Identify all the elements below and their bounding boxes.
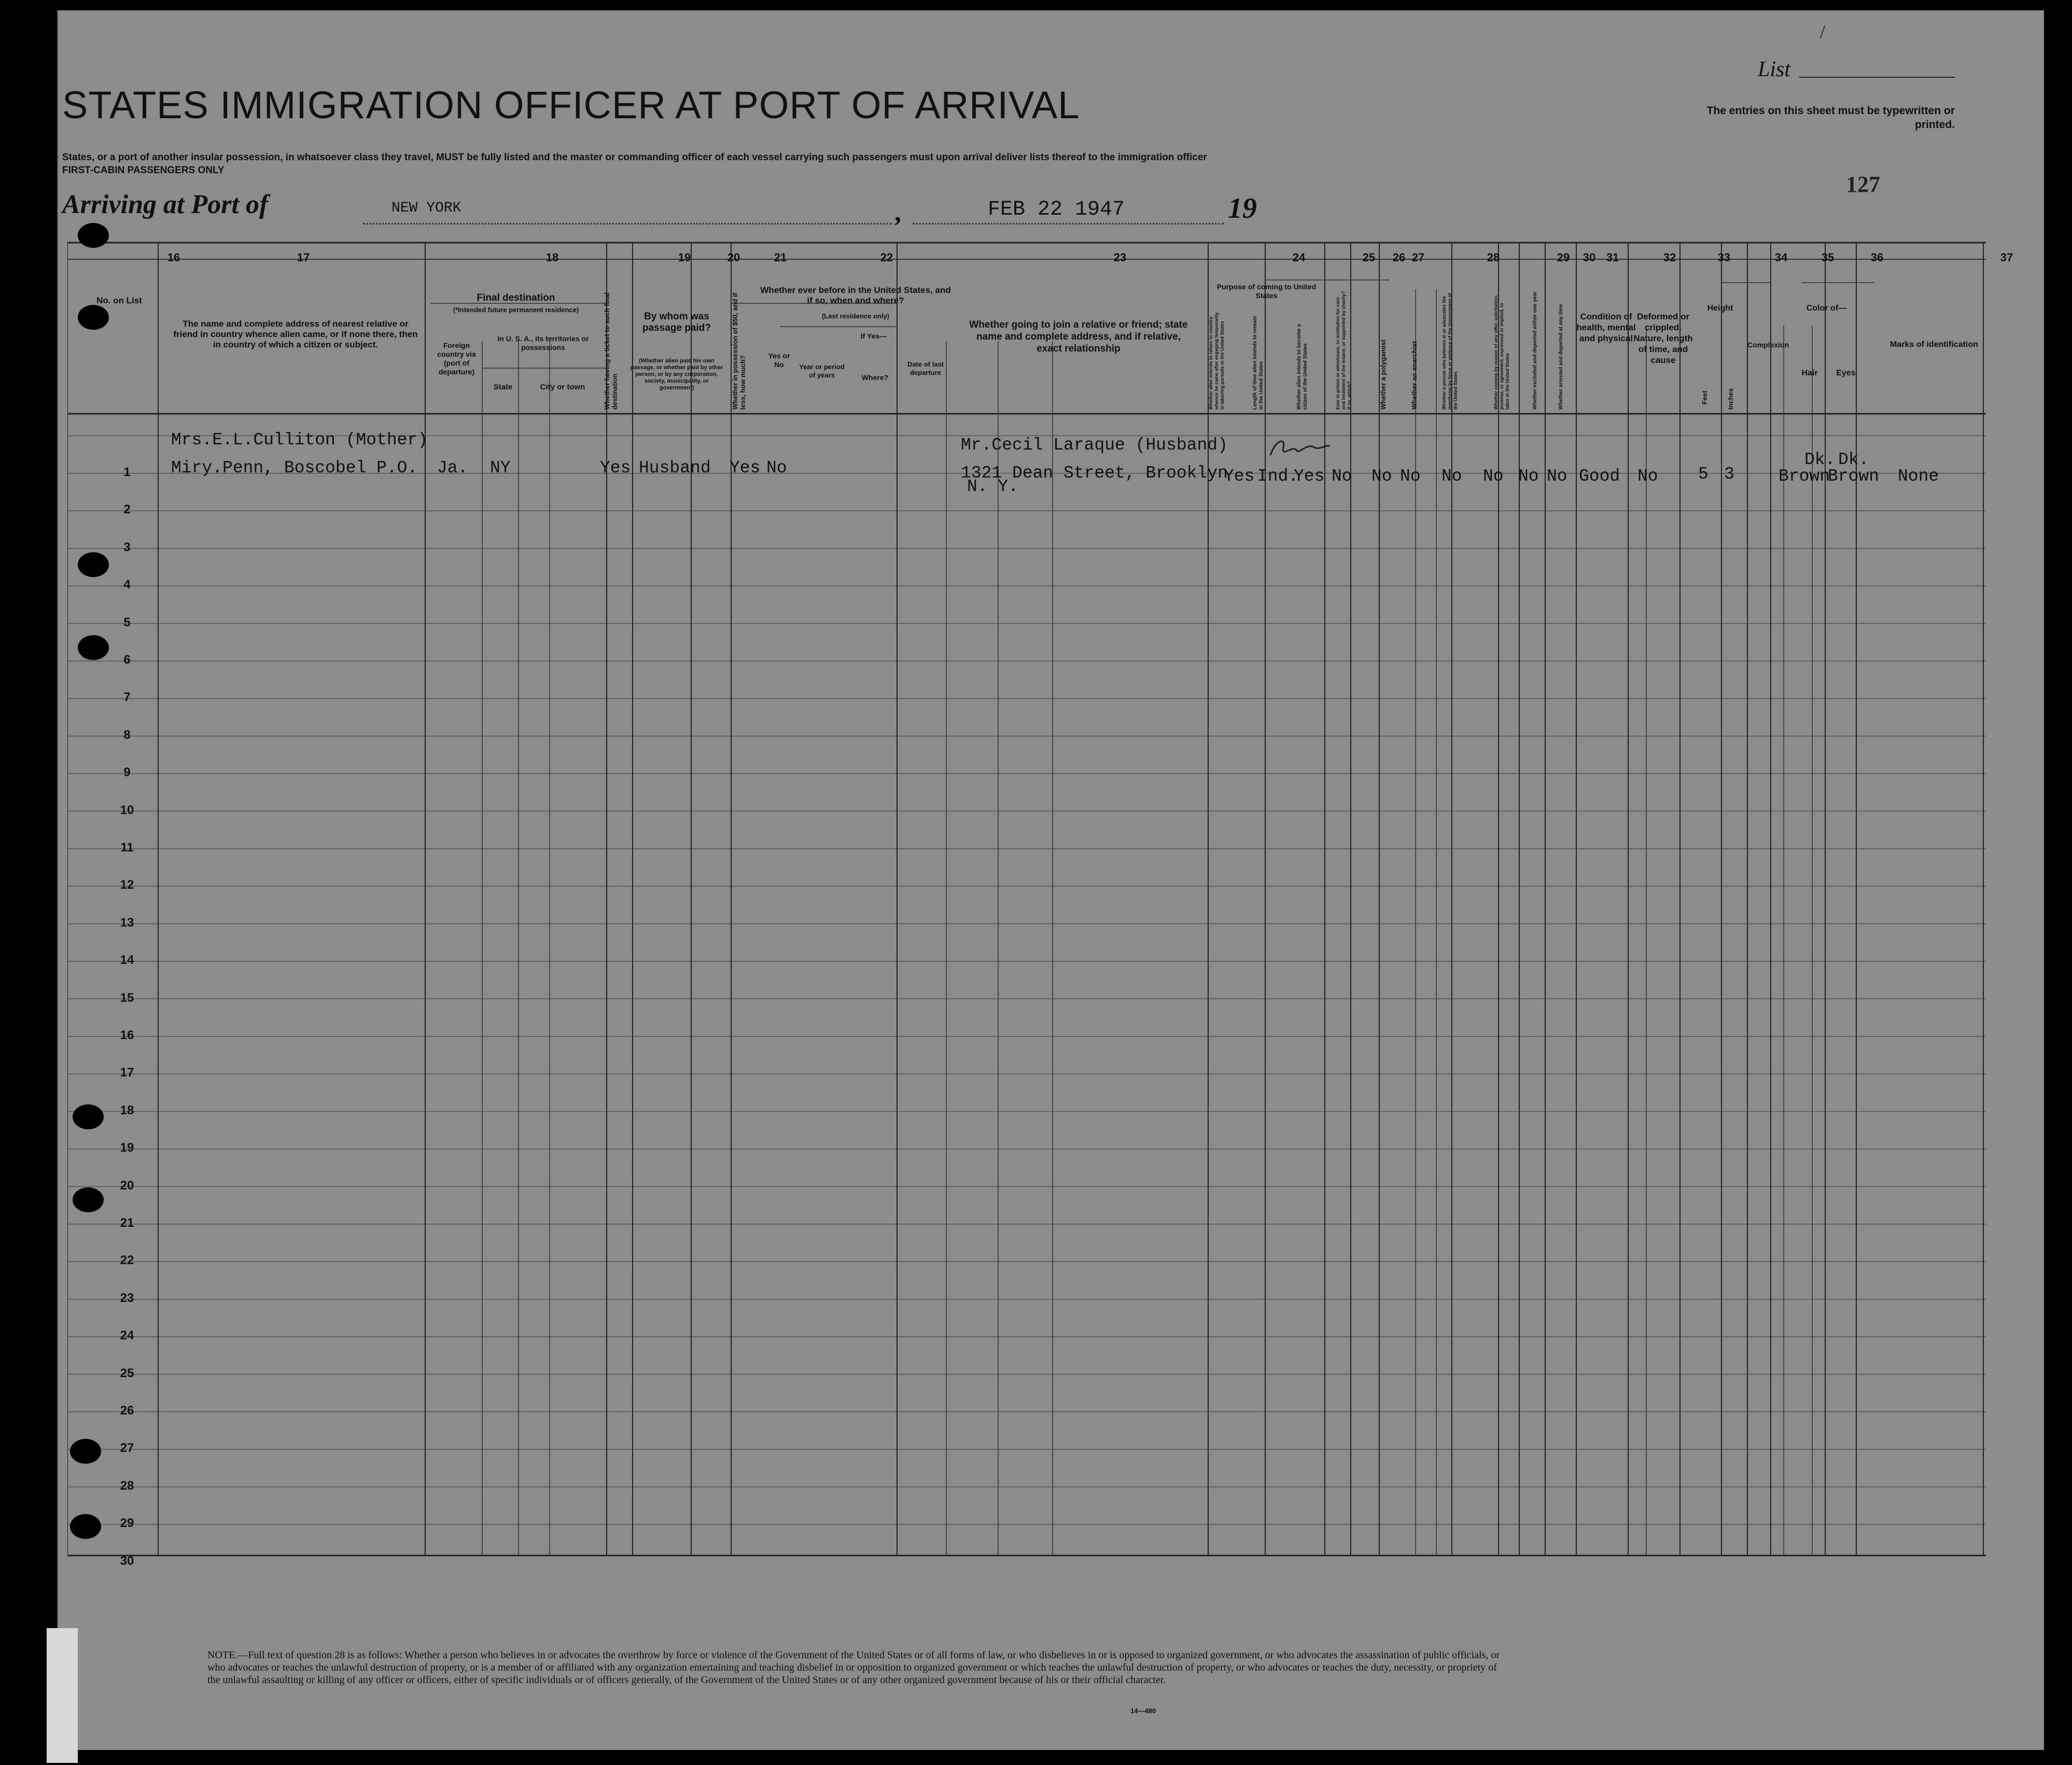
header-complexion: Complexion xyxy=(1747,341,1789,349)
row-number: 1 xyxy=(123,465,131,479)
row-number: 27 xyxy=(120,1441,134,1455)
column-number-35: 35 xyxy=(1821,251,1835,264)
entry-inches: 3 xyxy=(1724,465,1734,484)
header-state: State xyxy=(493,383,513,391)
entry-deformed: No xyxy=(1637,467,1658,486)
row-number: 10 xyxy=(120,803,134,817)
entry-before-in-us: No xyxy=(766,458,787,478)
header-inches: Inches xyxy=(1727,388,1734,410)
header-overthrow: Whether a person who believes in or advocates the overthrow by force or violence of the Government of the United States xyxy=(1441,293,1458,410)
column-number-28: 28 xyxy=(1487,251,1500,264)
header-deformed: Deformed or crippled. Nature, length of time, and cause xyxy=(1633,312,1693,365)
entry-marks: None xyxy=(1898,467,1939,486)
row-number: 26 xyxy=(120,1404,134,1418)
form-number: 14—480 xyxy=(1130,1707,1156,1715)
date-line xyxy=(913,223,1224,225)
header-where: Where? xyxy=(861,373,889,382)
header-before-in-us-note: (Last residence only) xyxy=(821,312,890,320)
header-city: City or town xyxy=(540,383,585,391)
entry-purpose-citizen: Yes xyxy=(1294,467,1325,486)
entry-purpose-length: Ind. xyxy=(1257,467,1299,486)
header-in-usa: In U. S. A., its territories or possessions xyxy=(497,334,589,352)
row-number: 9 xyxy=(123,765,131,780)
typewritten-notice: The entries on this sheet must be typewritten or printed. xyxy=(1706,105,1955,131)
subtitle-class: FIRST-CABIN PASSENGERS ONLY xyxy=(62,165,225,176)
row-number: 28 xyxy=(120,1478,134,1493)
header-final-destination-note: (*Intended future permanent residence) xyxy=(453,306,579,314)
header-height: Height xyxy=(1707,304,1733,313)
entry-hair-shade: Dk. xyxy=(1804,450,1836,469)
column-number-18: 18 xyxy=(545,251,559,264)
row-number: 3 xyxy=(123,540,131,554)
header-foreign-country: Foreign country via (port of departure) xyxy=(437,341,476,376)
year-prefix: 19 xyxy=(1228,192,1257,225)
row-number: 16 xyxy=(120,1028,134,1042)
footer-note: NOTE.—Full text of question 28 is as follows: Whether a person who believes in or advocates the overthrow by force or violence of the Government of the United States or of all forms of law, or who disbelieves in or is opposed to organized government, or who advocates the assassination of public officials, or who advocates or teaches the unlawful destruction of property, or is a member of or affiliated with any organization entertaining and teaching disbelief in or opposition to organized government or which teaches the unlawful destruction of property, or who advocates or teaches the duty, necessity, or propriety of the unlawful assaulting or killing of any officer or officers, either of specific individuals or of officers generally, of the Government of the United States or of any other organized government because of his or their official character. xyxy=(207,1649,1500,1686)
entry-health: Good xyxy=(1579,467,1620,486)
row-number: 22 xyxy=(120,1253,134,1268)
binder-hole xyxy=(78,635,109,660)
row-number: 18 xyxy=(120,1103,134,1117)
entry-join-city: N. Y. xyxy=(967,477,1019,496)
entry-arrested: No xyxy=(1547,467,1567,486)
column-number-31: 31 xyxy=(1606,251,1619,264)
subtitle-instructions: States, or a port of another insular possession, in whatsoever class they travel, MUST be fully listed and the master or commanding officer of each vessel carrying such passengers must upon arrival deliver lists thereof to the immigration officer xyxy=(62,152,1207,163)
row-number: 21 xyxy=(120,1216,134,1230)
entry-anarchist: No xyxy=(1400,467,1421,486)
header-hair: Hair xyxy=(1801,369,1818,377)
header-yes-or-no: Yes or No xyxy=(768,352,790,369)
entry-join-name: Mr.Cecil Laraque (Husband) xyxy=(961,436,1228,455)
page-title: STATES IMMIGRATION OFFICER AT PORT OF ARRIVAL xyxy=(62,83,1080,127)
comma-separator: , xyxy=(894,198,901,227)
header-eyes: Eyes xyxy=(1836,369,1856,377)
list-number-line xyxy=(1799,77,1955,78)
header-prison: Ever in prison or almshouse, or institution for care and treatment of the insane, or supported by charity? If so, which? xyxy=(1335,291,1352,410)
header-arrested: Whether arrested and deported at any time xyxy=(1558,304,1564,410)
port-value: NEW YORK xyxy=(391,200,461,216)
header-polygamist: Whether a polygamist xyxy=(1379,339,1387,410)
column-number-22: 22 xyxy=(880,251,893,264)
header-purpose-length: Length of time alien intends to remain in the United States xyxy=(1252,316,1264,410)
column-number-33: 33 xyxy=(1717,251,1731,264)
column-number-21: 21 xyxy=(774,251,787,264)
row-number: 14 xyxy=(120,953,134,968)
binder-hole xyxy=(73,1187,104,1212)
entry-feet: 5 xyxy=(1698,465,1709,484)
entry-state: NY xyxy=(490,458,511,478)
row-number: 25 xyxy=(120,1366,134,1380)
entry-foreign-country: Ja. xyxy=(437,458,468,478)
header-final-destination: Final destination xyxy=(477,292,555,303)
row-number: 12 xyxy=(120,878,134,892)
row-number: 7 xyxy=(123,690,131,705)
column-number-29: 29 xyxy=(1557,251,1570,264)
header-feet: Feet xyxy=(1701,390,1709,404)
header-purpose-return: Whether alien intends to return to country whence he came after engaging temporarily in laboring pursuits in the United States xyxy=(1208,312,1225,410)
column-number-17: 17 xyxy=(297,251,310,264)
row-number: 11 xyxy=(120,841,134,855)
binder-hole xyxy=(70,1439,101,1464)
header-passage-paid-note: (Whether alien paid his own passage, or whether paid by other person, or by any corporation, society, municipality, or government) xyxy=(630,358,723,391)
header-purpose: Purpose of coming to United States xyxy=(1216,283,1317,300)
entry-join-address: 1321 Dean Street, Brooklyn xyxy=(961,464,1228,483)
column-number-36: 36 xyxy=(1870,251,1884,264)
entry-overthrow: No xyxy=(1441,467,1462,486)
column-number-32: 32 xyxy=(1663,251,1676,264)
header-money: Whether in possession of $50, and if less, how much? xyxy=(731,292,747,410)
entry-paid-by: Husband xyxy=(639,458,711,478)
entry-labor-offer: No xyxy=(1483,467,1504,486)
entry-relative-address: Miry.Penn, Boscobel P.O. xyxy=(171,458,418,478)
header-marks: Marks of identification xyxy=(1890,340,1978,349)
row-number: 6 xyxy=(123,653,131,667)
header-ticket: Whether having a ticket to such final destination xyxy=(603,292,619,410)
column-number-30: 30 xyxy=(1583,251,1596,264)
entry-hair-color: Brown xyxy=(1779,467,1830,486)
header-if-yes: If Yes— xyxy=(860,332,887,340)
header-purpose-citizen: Whether alien intends to become a citizen of the United States xyxy=(1296,324,1308,410)
entry-money: Yes xyxy=(730,458,761,478)
header-health: Condition of health, mental and physical xyxy=(1576,312,1636,343)
column-number-34: 34 xyxy=(1774,251,1788,264)
header-nearest-relative: The name and complete address of nearest relative or friend in country whence alien came, or if none there, then in country of which a citizen or subject. xyxy=(173,319,418,349)
binder-hole xyxy=(78,552,109,577)
header-excluded: Whether excluded and deported within one year xyxy=(1532,291,1538,410)
row-number: 29 xyxy=(120,1516,134,1531)
paper-stub xyxy=(47,1628,78,1763)
row-number: 30 xyxy=(120,1553,134,1568)
row-number: 8 xyxy=(123,727,131,742)
column-number-26: 26 xyxy=(1392,251,1406,264)
arriving-label: Arriving at Port of xyxy=(62,190,269,219)
list-top-mark: / xyxy=(1820,21,1826,42)
entry-ticket: Yes xyxy=(600,458,631,478)
column-number-24: 24 xyxy=(1292,251,1306,264)
port-line xyxy=(363,223,892,225)
binder-hole xyxy=(78,305,109,330)
header-year-period: Year or period of years xyxy=(799,363,845,379)
row-number: 4 xyxy=(123,578,131,592)
column-number-25: 25 xyxy=(1362,251,1376,264)
entry-purpose-return: Yes xyxy=(1224,467,1255,486)
header-passage-paid: By whom was passage paid? xyxy=(642,311,711,333)
header-before-in-us: Whether ever before in the United States, and if so, when and where? xyxy=(760,285,951,305)
arrival-date: FEB 22 1947 xyxy=(988,198,1125,221)
binder-hole xyxy=(70,1514,101,1539)
row-number: 13 xyxy=(120,915,134,930)
column-number-23: 23 xyxy=(1113,251,1127,264)
binder-hole xyxy=(73,1104,104,1129)
row-number: 24 xyxy=(120,1328,134,1343)
row-number: 5 xyxy=(123,615,131,629)
entry-prison: No xyxy=(1332,467,1352,486)
header-color-of: Color of— xyxy=(1806,304,1847,313)
row-number: 15 xyxy=(120,990,134,1005)
header-date-departure: Date of last departure xyxy=(907,360,944,376)
row-number: 23 xyxy=(120,1291,134,1305)
header-join-relative: Whether going to join a relative or friend; state name and complete address, and if relative, exact relationship xyxy=(969,319,1188,354)
entry-eyes-shade: Dk. xyxy=(1838,450,1869,469)
column-number-37: 37 xyxy=(2000,251,2013,264)
row-number: 17 xyxy=(120,1066,134,1080)
column-number-20: 20 xyxy=(727,251,740,264)
header-no-on-list: No. on List xyxy=(96,296,142,305)
entry-excluded: No xyxy=(1518,467,1539,486)
header-labor-offer: Whether coming by reason of any offer, solicitation, promise, or agreement, expressed or implied, to labor in the United States xyxy=(1493,295,1510,410)
sheet-number: 127 xyxy=(1846,172,1880,197)
binder-hole xyxy=(78,223,109,248)
entry-relative-name: Mrs.E.L.Culliton (Mother) xyxy=(171,430,428,450)
column-number-19: 19 xyxy=(678,251,691,264)
entry-eyes-color: Brown xyxy=(1828,467,1880,486)
column-number-27: 27 xyxy=(1411,251,1425,264)
row-number: 2 xyxy=(123,502,131,517)
inspector-signature-scribble xyxy=(1265,435,1333,466)
entry-polygamist: No xyxy=(1371,467,1392,486)
column-number-16: 16 xyxy=(167,251,180,264)
header-anarchist: Whether an anarchist xyxy=(1410,341,1418,410)
list-label: List xyxy=(1758,58,1791,81)
row-number: 19 xyxy=(120,1141,134,1155)
row-number: 20 xyxy=(120,1178,134,1193)
